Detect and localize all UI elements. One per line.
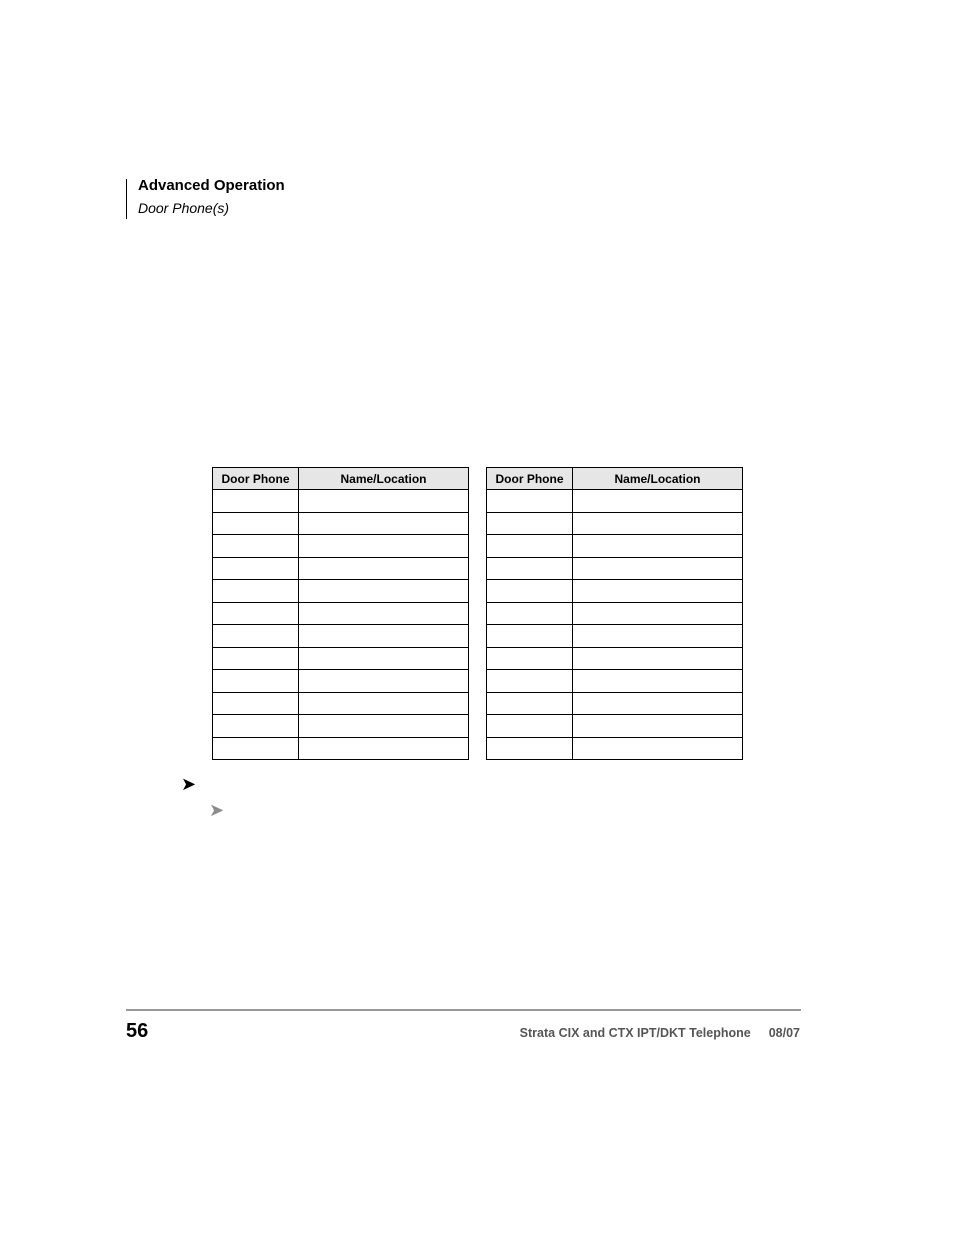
- door-phone-cell: [487, 625, 573, 648]
- door-phone-cell: [487, 737, 573, 760]
- door-phone-cell: [213, 557, 299, 580]
- door-phone-cell: [487, 535, 573, 558]
- table-row: [213, 670, 469, 693]
- table-row: [487, 490, 743, 513]
- door-phone-cell: [487, 580, 573, 603]
- table-row: [487, 625, 743, 648]
- name-location-cell: [299, 737, 469, 760]
- name-location-cell: [573, 512, 743, 535]
- door-phone-cell: [487, 602, 573, 625]
- name-location-cell: [573, 625, 743, 648]
- name-location-cell: [299, 715, 469, 738]
- door-phone-cell: [213, 647, 299, 670]
- door-phone-cell: [213, 715, 299, 738]
- document-date: 08/07: [768, 1026, 800, 1040]
- door-phone-cell: [213, 737, 299, 760]
- table-row: [487, 557, 743, 580]
- section-subtitle: Door Phone(s): [138, 200, 230, 216]
- name-location-cell: [573, 715, 743, 738]
- table-row: [487, 737, 743, 760]
- table-row: [213, 625, 469, 648]
- door-phone-cell: [213, 512, 299, 535]
- door-phone-cell: [487, 647, 573, 670]
- door-phone-cell: [213, 602, 299, 625]
- name-location-cell: [299, 490, 469, 513]
- door-phone-table-right: [486, 467, 743, 760]
- name-location-cell: [299, 557, 469, 580]
- footer-rule: [126, 1009, 801, 1011]
- door-phone-cell: [213, 580, 299, 603]
- name-location-cell: [299, 670, 469, 693]
- table-header-row: [487, 468, 743, 490]
- footer-text: [520, 1026, 800, 1040]
- table-row: [213, 715, 469, 738]
- door-phone-cell: [487, 692, 573, 715]
- table-row: [487, 602, 743, 625]
- door-phone-cell: [487, 715, 573, 738]
- name-location-cell: [573, 602, 743, 625]
- name-location-cell: [299, 625, 469, 648]
- arrow-bullet-icon: ➤: [209, 800, 225, 820]
- door-phone-cell: [213, 625, 299, 648]
- table-row: [213, 490, 469, 513]
- table-row: [487, 715, 743, 738]
- name-location-cell: [299, 602, 469, 625]
- column-header-door-phone: Door Phone: [487, 468, 573, 490]
- door-phone-cell: [213, 490, 299, 513]
- name-location-cell: [573, 490, 743, 513]
- table-row: [213, 737, 469, 760]
- name-location-cell: [573, 535, 743, 558]
- name-location-cell: [299, 512, 469, 535]
- column-header-door-phone: Door Phone: [213, 468, 299, 490]
- header-rule: [126, 179, 127, 219]
- table-row: [487, 512, 743, 535]
- table-header-row: [213, 468, 469, 490]
- column-header-name-location: Name/Location: [299, 468, 469, 490]
- name-location-cell: [573, 647, 743, 670]
- name-location-cell: [299, 692, 469, 715]
- table-row: [487, 670, 743, 693]
- name-location-cell: [573, 670, 743, 693]
- door-phone-cell: [213, 692, 299, 715]
- name-location-cell: [573, 557, 743, 580]
- name-location-cell: [573, 737, 743, 760]
- name-location-cell: [573, 692, 743, 715]
- door-phone-cell: [213, 670, 299, 693]
- document-title: Strata CIX and CTX IPT/DKT Telephone: [519, 1026, 751, 1040]
- table-row: [487, 535, 743, 558]
- table-row: [213, 557, 469, 580]
- table-row: [213, 692, 469, 715]
- page-number: 56: [126, 1020, 149, 1042]
- table-row: [213, 535, 469, 558]
- section-title: Advanced Operation: [138, 177, 285, 194]
- door-phone-cell: [487, 670, 573, 693]
- name-location-cell: [573, 580, 743, 603]
- table-row: [213, 512, 469, 535]
- table-row: [487, 580, 743, 603]
- name-location-cell: [299, 535, 469, 558]
- door-phone-cell: [213, 535, 299, 558]
- table-row: [213, 580, 469, 603]
- table-row: [487, 647, 743, 670]
- column-header-name-location: Name/Location: [573, 468, 743, 490]
- name-location-cell: [299, 647, 469, 670]
- door-phone-cell: [487, 557, 573, 580]
- door-phone-cell: [487, 490, 573, 513]
- door-phone-table-left: [212, 467, 469, 760]
- table-row: [213, 647, 469, 670]
- door-phone-cell: [487, 512, 573, 535]
- table-row: [213, 602, 469, 625]
- table-row: [487, 692, 743, 715]
- arrow-bullet-icon: ➤: [181, 774, 197, 794]
- name-location-cell: [299, 580, 469, 603]
